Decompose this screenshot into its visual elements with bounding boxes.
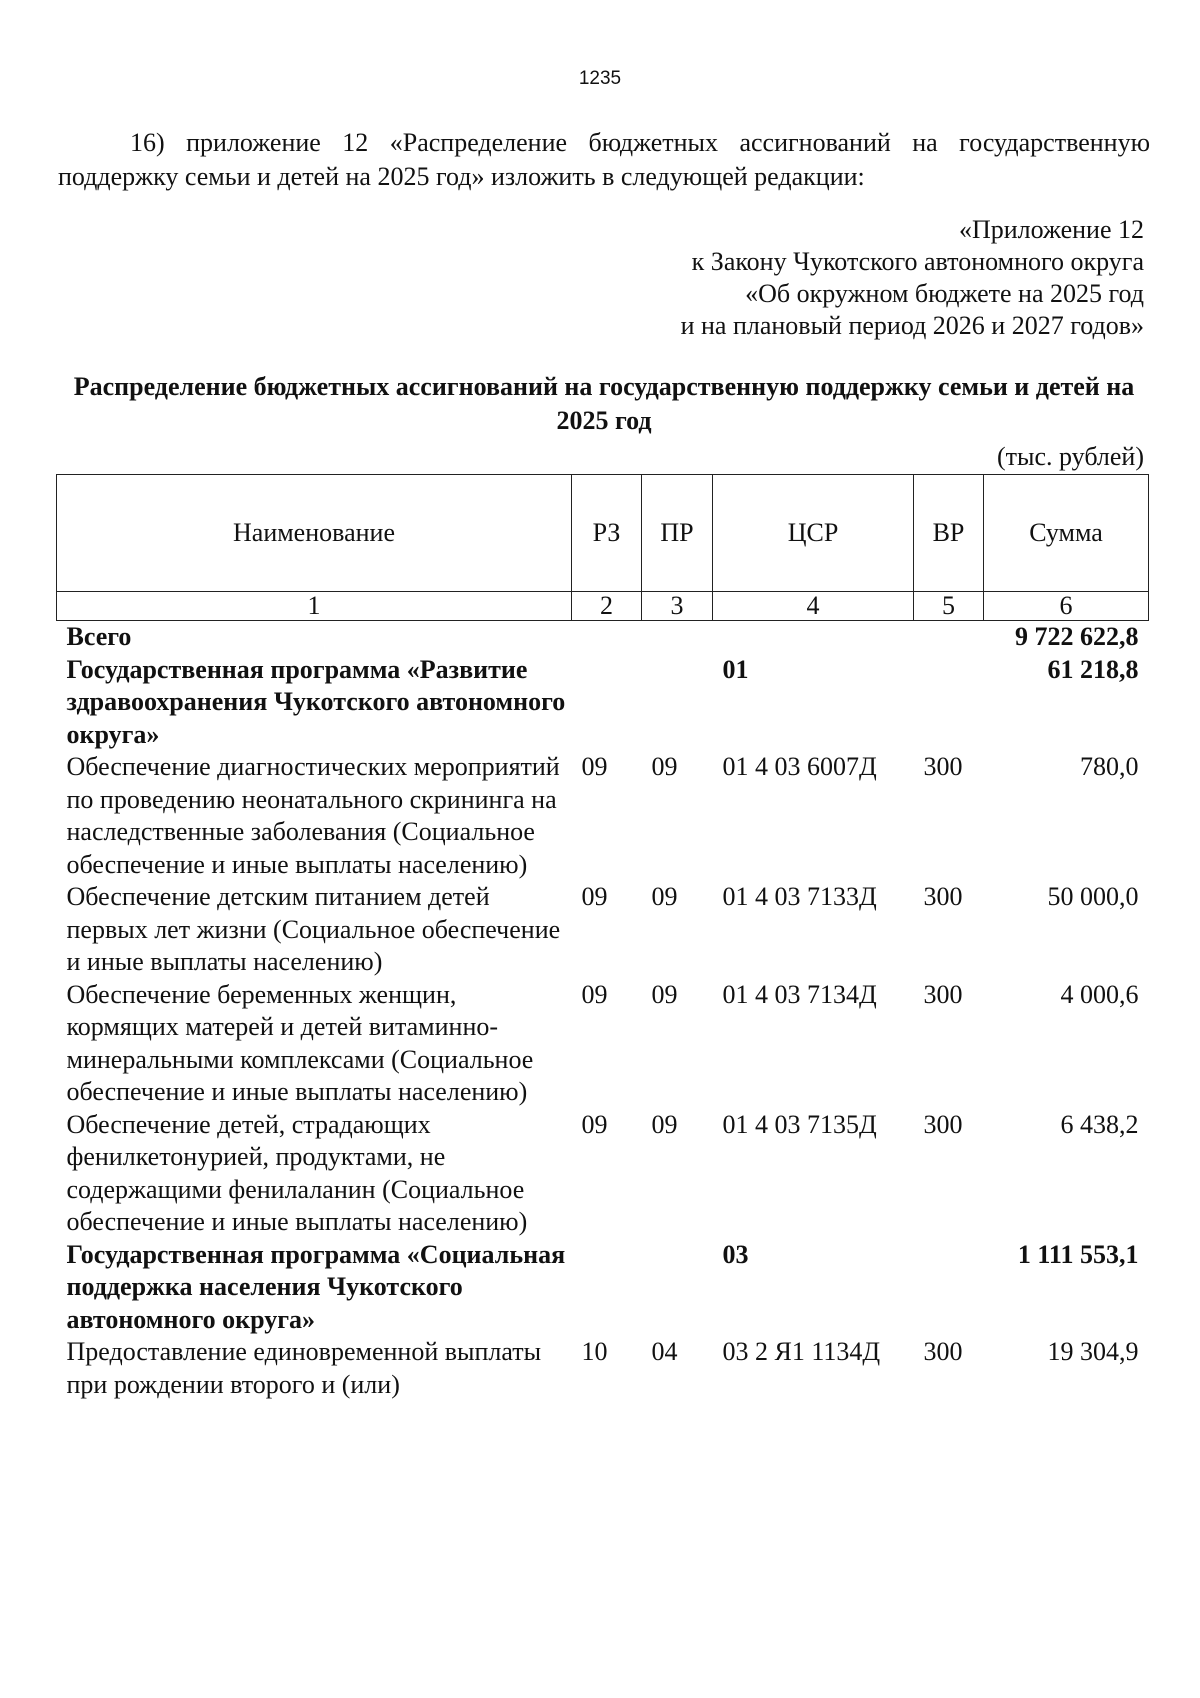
appendix-reference <box>524 214 1144 342</box>
row-rz: 09 <box>581 979 608 1009</box>
row-name: Обеспечение беременных женщин, кормящих матерей и детей витаминно-минеральными комплексами (Социальное обеспечение и иные выплаты населению) <box>66 979 534 1106</box>
column-number: 3 <box>642 592 713 621</box>
row-sum: 6 438,2 <box>1060 1109 1139 1139</box>
row-name: Государственная программа «Социальная поддержка населения Чукотского автономного округа» <box>66 1239 566 1334</box>
row-pr: 09 <box>651 752 678 781</box>
row-rz <box>572 654 642 752</box>
row-name: Государственная программа «Развитие здравоохранения Чукотского автономного округа» <box>66 654 566 749</box>
row-vr <box>914 1239 984 1337</box>
appendix-line-1: «Приложение 12 <box>958 215 1144 244</box>
table-row <box>57 881 1149 979</box>
row-sum: 50 000,0 <box>1047 882 1139 911</box>
intro-paragraph: 16) приложение 12 «Распределение бюджетных ассигнований на государственную поддержку семьи и детей на 2025 год» изложить в следующей редакции: <box>58 128 1150 191</box>
row-name: Обеспечение диагностических мероприятий по проведению неонатального скрининга на наследственные заболевания (Социальное обеспечение и иные выплаты населению) <box>66 752 560 879</box>
header-vr: ВР <box>914 475 984 592</box>
row-rz: 09 <box>581 1109 608 1139</box>
row-vr <box>914 621 984 654</box>
row-vr: 300 <box>923 979 963 1009</box>
row-rz <box>572 621 642 654</box>
row-pr: 09 <box>651 882 678 911</box>
row-csr: 01 4 03 7133Д <box>722 882 877 911</box>
row-csr: 01 <box>722 654 749 684</box>
table-row <box>57 1109 1149 1239</box>
table-row-program <box>57 654 1149 752</box>
column-number: 2 <box>572 592 642 621</box>
row-rz: 10 <box>581 1337 608 1366</box>
row-vr: 300 <box>923 752 963 781</box>
header-csr: ЦСР <box>713 475 914 592</box>
table-row <box>57 751 1149 881</box>
column-number: 6 <box>984 592 1149 621</box>
header-sum: Сумма <box>984 475 1149 592</box>
row-sum: 61 218,8 <box>1047 654 1139 684</box>
row-rz <box>572 1239 642 1337</box>
row-vr: 300 <box>923 882 963 911</box>
row-vr: 300 <box>923 1109 963 1139</box>
table-header-row <box>57 475 1149 592</box>
row-sum: 1 111 553,1 <box>1017 1239 1139 1269</box>
appendix-line-4: и на плановый период 2026 и 2027 годов» <box>680 311 1144 340</box>
row-vr: 300 <box>923 1337 963 1366</box>
row-name: Предоставление единовременной выплаты при рождении второго и (или) <box>66 1337 542 1399</box>
row-pr: 04 <box>651 1337 678 1366</box>
row-sum: 9 722 622,8 <box>1015 622 1139 651</box>
row-name: Обеспечение детей, страдающих фенилкетонурией, продуктами, не содержащими фенилаланин (Социальное обеспечение и иные выплаты населению) <box>66 1109 528 1236</box>
row-name: Обеспечение детским питанием детей первых лет жизни (Социальное обеспечение и иные выплаты населению) <box>66 882 561 976</box>
row-sum: 4 000,6 <box>1060 979 1139 1009</box>
table-row-total <box>57 621 1149 654</box>
page-number: 1235 <box>578 68 622 89</box>
budget-table <box>56 474 1149 1401</box>
row-rz: 09 <box>581 752 608 781</box>
column-number: 5 <box>914 592 984 621</box>
column-number: 1 <box>57 592 572 621</box>
column-numbering-row <box>57 592 1149 621</box>
row-pr: 09 <box>651 1109 678 1139</box>
appendix-line-2: к Закону Чукотского автономного округа <box>691 247 1144 276</box>
table-row <box>57 1336 1149 1401</box>
row-csr: 01 4 03 6007Д <box>722 752 877 781</box>
row-name: Всего <box>66 622 132 651</box>
table-row <box>57 979 1149 1109</box>
row-csr <box>713 621 914 654</box>
row-pr <box>642 1239 713 1337</box>
row-csr: 01 4 03 7135Д <box>722 1109 877 1139</box>
row-pr: 09 <box>651 979 678 1009</box>
row-pr <box>642 621 713 654</box>
row-sum: 780,0 <box>1080 752 1139 781</box>
row-rz: 09 <box>581 882 608 911</box>
header-pr: ПР <box>642 475 713 592</box>
appendix-line-3: «Об окружном бюджете на 2025 год <box>745 279 1144 308</box>
row-csr: 03 <box>722 1239 749 1269</box>
row-pr <box>642 654 713 752</box>
row-sum: 19 304,9 <box>1047 1337 1139 1366</box>
units-label: (тыс. рублей) <box>996 442 1144 471</box>
table-row-program <box>57 1239 1149 1337</box>
column-number: 4 <box>713 592 914 621</box>
header-name: Наименование <box>57 475 572 592</box>
document-title: Распределение бюджетных ассигнований на государственную поддержку семьи и детей на 2025 год <box>73 372 1135 435</box>
row-csr: 01 4 03 7134Д <box>722 979 877 1009</box>
header-rz: РЗ <box>572 475 642 592</box>
row-csr: 03 2 Я1 1134Д <box>722 1337 881 1366</box>
row-vr <box>914 654 984 752</box>
